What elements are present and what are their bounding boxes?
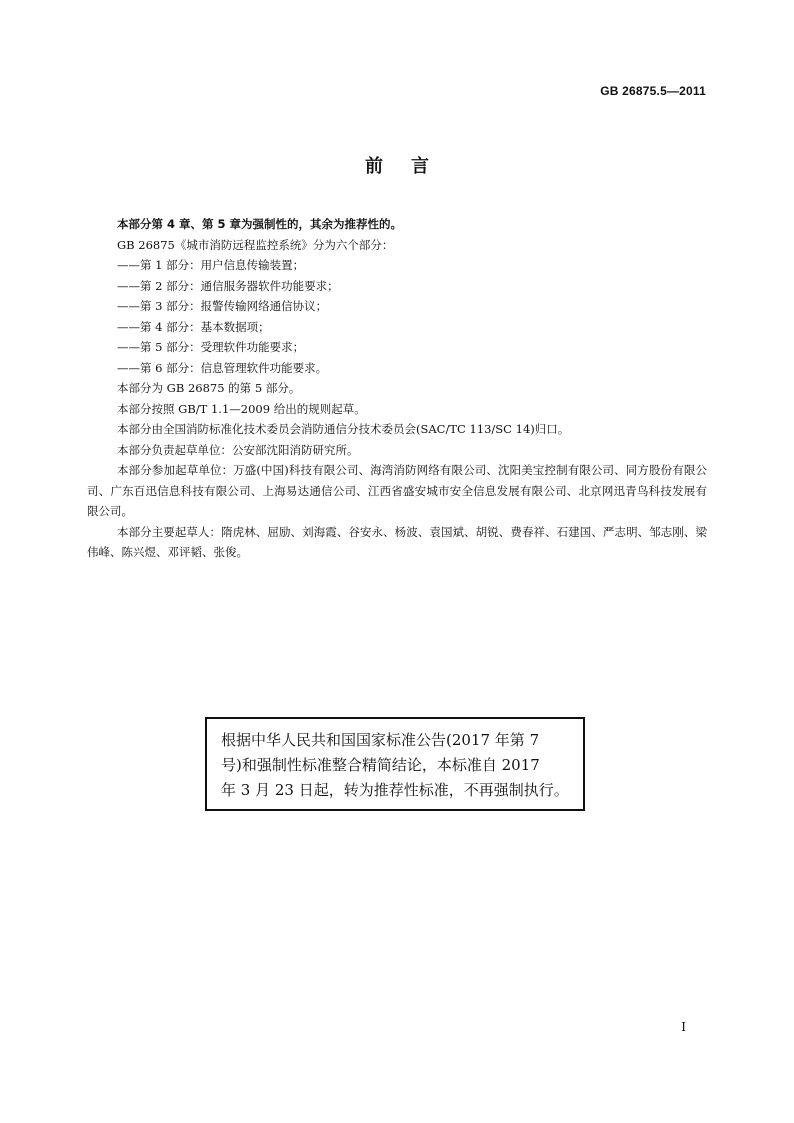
list-item-part-5: ——第 5 部分：受理软件功能要求； — [117, 340, 305, 354]
paragraph-main-drafters: 本部分主要起草人：隋虎林、屈励、刘海霞、谷安永、杨波、袁国斌、胡锐、费春祥、石建国、严志明、邹志刚、梁伟峰、陈兴煜、邓评韬、张俊。 — [87, 524, 707, 559]
notice-line-1: 根据中华人民共和国国家标准公告(2017 年第 7 — [221, 731, 540, 749]
notice-line-3: 年 3 月 23 日起，转为推荐性标准，不再强制执行。 — [221, 781, 569, 799]
list-item-part-4: ——第 4 部分：基本数据项； — [117, 319, 270, 334]
foreword-body — [87, 214, 707, 563]
list-item-part-6: ——第 6 部分：信息管理软件功能要求。 — [117, 360, 328, 375]
page-number: I — [681, 1020, 686, 1034]
page-title: 前言 — [365, 156, 457, 177]
paragraph-lead-drafter: 本部分负责起草单位：公安部沈阳消防研究所。 — [117, 442, 359, 457]
paragraph-parts-intro: GB 26875《城市消防远程监控系统》分为六个部分： — [117, 237, 394, 252]
paragraph-responsible-committee: 本部分由全国消防标准化技术委员会消防通信分技术委员会(SAC/TC 113/SC 14)归口。 — [117, 422, 570, 436]
notice-line-2: 号)和强制性标准整合精简结论，本标准自 2017 — [221, 756, 540, 774]
paragraph-participating-units: 本部分参加起草单位：万盛(中国)科技有限公司、海湾消防网络有限公司、沈阳美宝控制有限公司、同方股份有限公司、广东百迅信息科技有限公司、上海易达通信公司、江西省盛安城市安全信息发展有限公司、北京网迅青鸟科技发展有限公司。 — [87, 463, 707, 518]
list-item-part-1: ——第 1 部分：用户信息传输装置； — [117, 258, 305, 272]
list-item-part-2: ——第 2 部分：通信服务器软件功能要求； — [117, 278, 339, 293]
paragraph-part-statement: 本部分为 GB 26875 的第 5 部分。 — [117, 381, 301, 395]
standard-code: GB 26875.5—2011 — [600, 84, 706, 98]
paragraph-mandatory-clause: 本部分第 4 章、第 5 章为强制性的，其余为推荐性的。 — [117, 217, 403, 231]
paragraph-drafting-rules: 本部分按照 GB/T 1.1—2009 给出的规则起草。 — [117, 401, 366, 416]
status-notice-box — [205, 717, 585, 811]
list-item-part-3: ——第 3 部分：报警传输网络通信协议； — [117, 299, 328, 313]
